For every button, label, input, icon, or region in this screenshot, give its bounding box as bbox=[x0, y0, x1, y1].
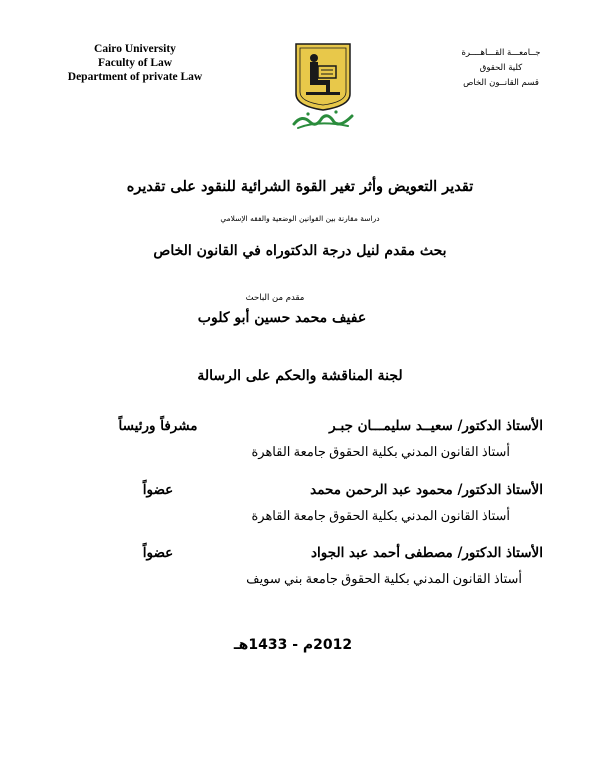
member-role: عضواً bbox=[142, 482, 174, 498]
member-role: مشرفاً ورئيساً bbox=[118, 418, 198, 434]
member-name: الأستاذ الدكتور/ سعيــد سليمـــان جبـر bbox=[329, 418, 543, 434]
university-name-en: Cairo University bbox=[94, 43, 176, 55]
header-english bbox=[60, 42, 210, 84]
university-name-ar: جــامعـــة القـــاهــــرة bbox=[461, 48, 541, 58]
member-name: الأستاذ الدكتور/ محمود عبد الرحمن محمد bbox=[310, 482, 543, 498]
member-role: عضواً bbox=[142, 545, 174, 561]
department-name-ar: قسم القانــون الخاص bbox=[463, 78, 539, 88]
member-description: أستاذ القانون المدني بكلية الحقوق جامعة القاهرة bbox=[251, 444, 510, 459]
degree-statement: بحث مقدم لنيل درجة الدكتوراه في القانون الخاص bbox=[153, 243, 447, 259]
department-name-en: Department of private Law bbox=[67, 71, 203, 83]
author-name: عفيف محمد حسين أبو كلوب bbox=[197, 310, 367, 326]
thesis-date: 2012م - 1433هـ bbox=[233, 637, 353, 653]
committee-member bbox=[0, 482, 600, 542]
thesis-title: تقدير التعويض وأثر تغير القوة الشرائية للنقود على تقديره bbox=[126, 178, 474, 195]
member-description: أستاذ القانون المدني بكلية الحقوق جامعة بني سويف bbox=[246, 571, 522, 586]
faculty-name-en: Faculty of Law bbox=[97, 57, 173, 69]
member-name: الأستاذ الدكتور/ مصطفى أحمد عبد الجواد bbox=[311, 545, 543, 561]
committee-heading: لجنة المناقشة والحكم على الرسالة bbox=[197, 368, 403, 384]
faculty-name-ar: كلية الحقوق bbox=[479, 63, 523, 73]
member-description: أستاذ القانون المدني بكلية الحقوق جامعة القاهرة bbox=[251, 508, 510, 523]
committee-member bbox=[0, 418, 600, 478]
submitted-by-label: مقدم من الباحث bbox=[245, 293, 305, 303]
cairo-university-logo-icon bbox=[288, 40, 358, 132]
header-arabic bbox=[436, 46, 566, 91]
committee-member bbox=[0, 545, 600, 605]
thesis-subtitle: دراسة مقارنة بين القوانين الوضعية والفقه الإسلامي bbox=[220, 214, 380, 223]
